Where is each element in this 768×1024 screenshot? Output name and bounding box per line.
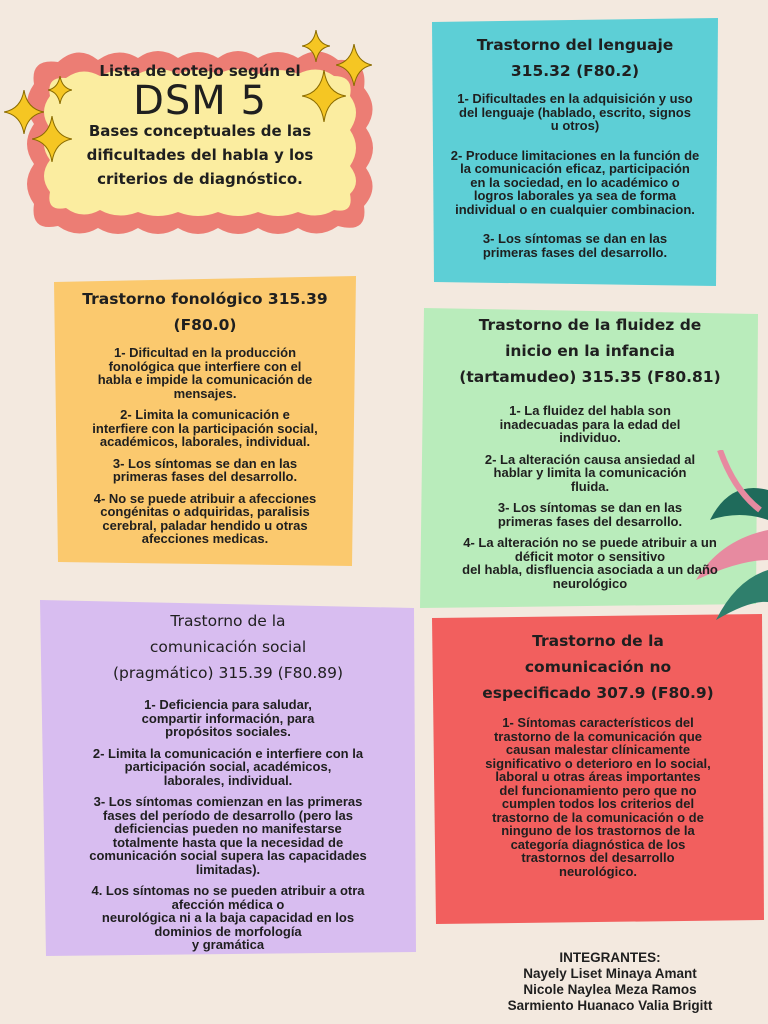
card-title-line: especificado 307.9 (F80.9) bbox=[482, 684, 714, 702]
card-trastorno-fluidez bbox=[420, 308, 760, 608]
team-heading: INTEGRANTES: bbox=[559, 950, 661, 965]
card-title-line: Trastorno de la bbox=[532, 632, 664, 650]
sparkle-star-icon bbox=[302, 70, 346, 122]
criterion-item: 4. Los síntomas no se pueden atribuir a otra afección médica o neurológica ni a la baja capacidad en los dominios de morfología y gramática bbox=[91, 883, 365, 952]
card-title-line: (pragmático) 315.39 (F80.89) bbox=[112, 664, 344, 682]
team-members bbox=[470, 950, 750, 1014]
card-trastorno-no-especificado bbox=[432, 614, 764, 924]
header-line-2: Bases conceptuales de las bbox=[88, 122, 312, 140]
card-title-line: Trastorno fonológico 315.39 bbox=[82, 290, 328, 308]
card-title-line: comunicación social bbox=[149, 638, 307, 656]
criterion-item: 2- Produce limitaciones en la función de la comunicación eficaz, participación en la sociedad, en lo académico o logros laborales ya sea de forma individual o en cualquier combinacion. bbox=[450, 147, 700, 217]
team-member-name: Sarmiento Huanaco Valia Brigitt bbox=[507, 998, 713, 1013]
criterion-item: 2- Limita la comunicación e interfiere con la participación social, académicos, laborales, individual. bbox=[92, 407, 318, 449]
card-trastorno-fonologico bbox=[52, 276, 358, 568]
criterion-item: 4- La alteración no se puede atribuir a un déficit motor o sensitivo del habla, disfluencia asociada a un daño neurológico bbox=[462, 535, 718, 591]
criterion-item: 2- La alteración causa ansiedad al hablar y limita la comunicación fluida. bbox=[484, 451, 696, 494]
criterion-item: 2- Limita la comunicación e interfiere con la participación social, académicos, laborales, individual. bbox=[92, 745, 364, 788]
card-title-line: inicio en la infancia bbox=[505, 342, 675, 360]
criterion-item: 3- Los síntomas se dan en las primeras fases del desarrollo. bbox=[497, 500, 683, 529]
card-title-line: Trastorno de la bbox=[170, 612, 286, 630]
sparkle-star-icon bbox=[48, 76, 72, 104]
card-title-line: (tartamudeo) 315.35 (F80.81) bbox=[459, 368, 721, 386]
header-title-dsm5: DSM 5 bbox=[133, 78, 267, 124]
criterion-item: 1- La fluidez del habla son inadecuadas para la edad del individuo. bbox=[499, 403, 681, 445]
team-member-name: Nicole Naylea Meza Ramos bbox=[523, 982, 697, 997]
header-line-1: Lista de cotejo según el bbox=[99, 62, 301, 80]
card-title-line: Trastorno de la fluidez de bbox=[478, 316, 702, 334]
sparkle-star-icon bbox=[302, 30, 330, 62]
card-title-line: comunicación no bbox=[524, 658, 672, 676]
card-title-line: Trastorno del lenguaje bbox=[476, 36, 674, 54]
criterion-item: 3- Los síntomas comienzan en las primeras fases del período de desarrollo (pero las deficiencias pueden no manifestarse totalmente hasta que la necesidad de comunicación social supera las capacidades limitadas). bbox=[89, 794, 367, 877]
criterion-item: 1- Dificultad en la producción fonológica que interfiere con el habla e impide la comunicación de mensajes. bbox=[97, 345, 313, 401]
header-line-3: dificultades del habla y los bbox=[86, 146, 314, 164]
sparkle-star-icon bbox=[32, 116, 72, 162]
criterion-item: 1- Síntomas característicos del trastorno de la comunicación que causan malestar clínicamente significativo o deterioro en lo social, laboral u otras áreas importantes del funcionamiento pero que no cumplen todos los criterios del trastorno de la comunicación o de ninguno de los trastornos de la categoría diagnóstica de los trastornos del desarrollo neurológico. bbox=[485, 715, 711, 879]
card-trastorno-comunicacion-social bbox=[40, 600, 416, 956]
card-trastorno-lenguaje bbox=[430, 18, 720, 288]
header-line-4: criterios de diagnóstico. bbox=[97, 170, 303, 188]
criterion-item: 3- Los síntomas se dan en las primeras fases del desarrollo. bbox=[482, 231, 668, 260]
card-title-line: 315.32 (F80.2) bbox=[510, 62, 640, 80]
criterion-item: 1- Dificultades en la adquisición y uso del lenguaje (hablado, escrito, signos u otros) bbox=[457, 91, 693, 133]
card-title-line: (F80.0) bbox=[173, 316, 237, 334]
team-member-name: Nayely Liset Minaya Amant bbox=[523, 966, 697, 981]
criterion-item: 1- Deficiencia para saludar, compartir información, para propósitos sociales. bbox=[141, 697, 315, 739]
criterion-item: 3- Los síntomas se dan en las primeras fases del desarrollo. bbox=[112, 455, 298, 484]
criterion-item: 4- No se puede atribuir a afecciones congénitas o adquiridas, paralisis cerebral, paladar hendido u otras afecciones medicas. bbox=[93, 490, 317, 546]
